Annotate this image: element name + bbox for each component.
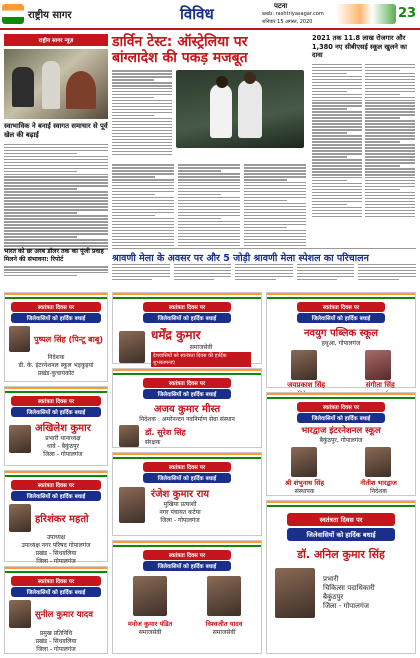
greeting-line1: स्वतंत्रता दिवस पर: [11, 576, 101, 586]
greeting-line1: स्वतंत्रता दिवस पर: [143, 462, 231, 472]
ad-role: प्रभारी थानाध्यक्ष: [45, 435, 81, 442]
greeting-line2: जिलेवासियों को हार्दिक बधाई: [11, 313, 101, 323]
ad-ranjesh-kumar-rai: [112, 452, 262, 536]
greeting-line2: जिलेवासियों को हार्दिक बधाई: [143, 313, 231, 323]
greeting-line1: स्वतंत्रता दिवस पर: [143, 302, 231, 312]
ad-role-2: निदेशक: [370, 488, 387, 495]
ad-role: समाजसेवी: [189, 344, 213, 351]
article-columns: [4, 146, 108, 242]
right-story-headline: 2021 तक 11.8 लाख रोजगार और 1,380 नए सीबीएसई स्कूल खुलने का दावा: [312, 34, 408, 60]
portrait-photo: [365, 350, 391, 380]
school-name: नवयुग पब्लिक स्कूल: [303, 328, 379, 339]
portrait-photo: [9, 504, 31, 532]
portrait-photo: [119, 331, 145, 363]
ad-name: धर्मेंद्र कुमार: [151, 328, 201, 342]
story-kicker: राष्ट्रीय सागर न्यूज़: [4, 34, 108, 46]
ad-name: हरिशंकर महतो: [35, 514, 89, 525]
ad-name: सुनील कुमार यादव: [35, 609, 94, 620]
ad-ajay-kumar: [112, 368, 262, 448]
main-story-body-col4: [244, 164, 306, 254]
ad-role: मुखिया प्रत्याशी: [163, 501, 197, 508]
ad-district: जिला - गोपालगंज: [43, 451, 83, 458]
issue-date: शनिवार 15 अगस्त, 2020: [262, 19, 313, 25]
portrait-photo: [119, 425, 139, 447]
main-headline-line1: डार्विन टेस्ट: ऑस्ट्रेलिया पर: [112, 34, 248, 50]
portrait-photo: [119, 487, 145, 523]
lower-left-story: [4, 248, 108, 288]
tricolor-decoration: [336, 4, 396, 24]
ad-place: प्रखंड - सिधवलिया: [35, 638, 77, 645]
ad-org: डी. के. इंटरनेशनल स्कूल भड़कुइयां: [18, 362, 94, 369]
ad-role: प्रभारी: [323, 575, 339, 583]
ad-district: जिला - गोपालगंज: [160, 517, 200, 524]
school-address: हथुआ, गोपालगंज: [321, 340, 361, 347]
greeting-line1: स्वतंत्रता दिवस पर: [11, 480, 101, 490]
main-story-body-col3: [178, 164, 240, 254]
ad-name: पुष्पल सिंह (पिन्टू बाबू): [34, 334, 103, 344]
ad-district: जिला - गोपालगंज: [36, 646, 76, 653]
ad-dharmendra-kumar: [112, 292, 262, 364]
ad-navyug-public-school: [266, 292, 416, 388]
ad-sub-name: डॉ. सुरेश सिंह: [145, 427, 186, 437]
ad-name-2: नीतीश भारद्वाज: [360, 479, 397, 487]
ad-pushpal-singh: [4, 292, 108, 382]
portrait-photo: [275, 568, 315, 618]
ad-name-1: श्री शंभुनाथ सिंह: [285, 479, 324, 487]
page-number: 23: [398, 6, 417, 21]
ad-name: डॉ. अनिल कुमार सिंह: [297, 548, 385, 561]
ad-name-2: विश्वजीत यादव: [205, 620, 243, 628]
ad-sunil-kumar-yadav: [4, 566, 108, 654]
ad-place: नगर पंचायत कटेया: [159, 509, 201, 516]
lower-left-headline: भारत को छः अरब डॉलर तक का पूंजी प्रवाह मिलने की संभावना: रिपोर्ट: [4, 248, 104, 264]
ad-name: अखिलेश कुमार: [35, 423, 91, 434]
main-story-body-col2: [112, 164, 174, 254]
greeting-line2: जिलेवासियों को हार्दिक बधाई: [11, 407, 101, 417]
ad-role: निदेशक: [47, 354, 65, 361]
main-story-body-col1: [112, 70, 172, 162]
greeting-line1: स्वतंत्रता दिवस पर: [297, 302, 385, 312]
greeting-line2: जिलेवासियों को हार्दिक बधाई: [11, 491, 101, 501]
portrait-photo: [9, 600, 31, 628]
greeting-line1: स्वतंत्रता दिवस पर: [11, 396, 101, 406]
main-headline-line2: बांग्लादेश की पकड़ मजबूत: [112, 50, 248, 67]
right-story: [312, 34, 416, 244]
portrait-photo: [9, 425, 31, 453]
ad-place: बैकुंठपुर: [323, 593, 344, 601]
ad-akhilesh-kumar: [4, 386, 108, 466]
greeting-line2: जिलेवासियों को हार्दिक बधाई: [297, 313, 385, 323]
ad-name: रंजेश कुमार राय: [151, 489, 210, 500]
ad-manoj-vishwajit: [112, 540, 262, 654]
ad-role-1: समाजसेवी: [138, 629, 162, 636]
city-name: पटना: [274, 2, 288, 10]
shravani-headline: श्रावणी मेला के अवसर पर और 5 जोड़ी श्रावणी मेला स्पेशल का परिचालन: [112, 248, 416, 264]
ad-org: उपाध्यक्ष नगर परिषद गोपालगंज: [21, 542, 91, 549]
portrait-photo: [365, 447, 391, 477]
website: web: rashtriyasagar.com: [262, 11, 324, 17]
shravani-body: [112, 264, 416, 286]
portrait-photo: [291, 447, 317, 477]
school-name: भारद्वाज इंटरनेशनल स्कूल: [301, 426, 381, 436]
ad-role-2: समाजसेवी: [212, 629, 236, 636]
main-story: [112, 34, 308, 244]
ad-name-1: जयप्रकाश सिंह: [287, 381, 326, 389]
newspaper-name: राष्ट्रीय सागर: [28, 10, 72, 21]
ad-district: जिला - गोपालगंज: [323, 602, 369, 610]
greeting-line1: स्वतंत्रता दिवस पर: [143, 378, 231, 388]
greeting-line2: जिलेवासियों को हार्दिक बधाई: [143, 389, 231, 399]
ad-role: प्रमुख प्रतिनिधि: [39, 630, 73, 637]
story-headline: स्वाभाविक ने बनाई स्वागत समाचार से पूर्व खेल की बढ़ाई: [4, 122, 108, 139]
greeting-line1: स्वतंत्रता दिवस पर: [297, 402, 385, 412]
ad-note: देशवासियों को स्वतंत्रता दिवस की हार्दिक शुभकामनाएं: [151, 352, 251, 367]
greeting-line1: स्वतंत्रता दिवस पर: [287, 513, 395, 526]
greeting-line2: जिलेवासियों को हार्दिक बधाई: [143, 561, 231, 571]
portrait-photo: [9, 326, 30, 352]
ad-role: उपाध्यक्ष: [46, 534, 66, 541]
ad-role: निदेशक : अमरेनन्दन नवनिर्माण सेवा संस्थान: [139, 416, 235, 423]
section-name: विविध: [180, 5, 214, 23]
ad-role-1: संस्थापक: [294, 488, 315, 495]
right-story-body-col1: [312, 64, 362, 234]
greeting-line2: जिलेवासियों को हार्दिक बधाई: [297, 413, 385, 423]
ad-place: प्रखंड - सिधवलिया: [35, 550, 77, 557]
ad-bharadwaj-international-school: [266, 392, 416, 496]
portrait-photo: [291, 350, 317, 380]
masthead: [0, 0, 420, 30]
ad-name-2: संगीता सिंह: [365, 381, 395, 389]
ad-name-1: मनोज कुमार पंडित: [127, 620, 173, 628]
portrait-photo: [133, 576, 167, 616]
right-story-body-col2: [365, 64, 415, 234]
greeting-line2: जिलेवासियों को हार्दिक बधाई: [287, 528, 395, 541]
ad-harishankar-mahto: [4, 470, 108, 565]
greeting-line1: स्वतंत्रता दिवस पर: [143, 550, 231, 560]
ad-sub-role: संरक्षक: [145, 438, 161, 446]
ad-name: अजय कुमार मीस्त: [153, 404, 221, 415]
story-photo: [4, 49, 108, 119]
ad-place: प्रखंड-कुचायकोट: [37, 370, 75, 377]
cricket-photo: [176, 70, 304, 148]
ad-district: जिला - गोपालगंज: [36, 558, 76, 565]
ad-anil-kumar-singh: [266, 500, 416, 654]
greeting-line2: जिलेवासियों को हार्दिक बधाई: [11, 587, 101, 597]
portrait-photo: [207, 576, 241, 616]
greeting-line1: स्वतंत्रता दिवस पर: [11, 302, 101, 312]
tricolor-decoration: [2, 4, 24, 24]
ad-org: चिकित्सा पदाधिकारी: [323, 584, 375, 592]
greeting-line2: जिलेवासियों को हार्दिक बधाई: [143, 473, 231, 483]
school-address: बैकुंठपुर, गोपालगंज: [319, 437, 363, 444]
ad-place: थावे - बैकुंठपुर: [46, 443, 79, 450]
